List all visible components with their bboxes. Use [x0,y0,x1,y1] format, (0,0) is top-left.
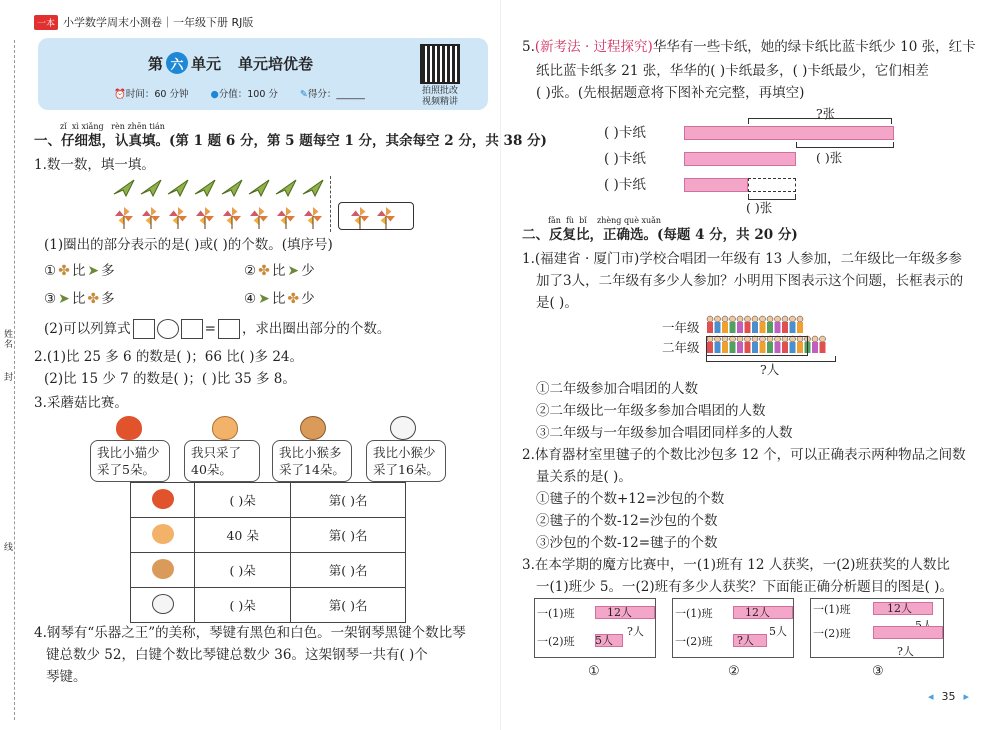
q5-row-label-1: ( )卡纸 [604,125,646,141]
planes-row [112,176,342,200]
q5-bot-note: ( )张 [746,200,773,215]
cat-head-icon [212,416,238,440]
unit-number-badge: 六 [166,52,188,74]
table-row [131,483,406,518]
pinwheel-icon: ✤ [58,263,70,279]
r3-d2-class2: 一(2)班 [675,635,713,648]
rank-cell[interactable]: 第( )名 [291,518,406,553]
r1-option-1[interactable]: ①二年级参加合唱团的人数 [536,381,698,397]
q4-line3: 琴键。 [46,669,87,685]
child-icon [722,316,728,333]
q5-bar-1 [684,126,894,140]
monkey-head-icon [300,416,326,440]
got-info [300,86,365,100]
pinwheel-icon [196,207,214,229]
r3-d3-vq: ?人 [897,645,914,658]
plane-icon: ➤ [258,291,270,307]
r3-d1-v5: 5人 [595,634,613,647]
q5-line2: 纸比蓝卡纸多 21 张，华华的( )卡纸最多，( )卡纸最少，它们相差 [536,63,929,79]
pinwheel-icon: ✤ [258,263,270,279]
q2-line1: 2.(1)比 25 多 6 的数是( )；66 比( )多 24。 [34,349,304,365]
paper-plane-icon [195,180,215,196]
operator-circle[interactable] [157,319,179,339]
r2-line1: 2.体育器材室里毽子的个数比沙包多 12 个，可以正确表示两种物品之间数 [522,447,966,463]
q5-text1: 华华有一些卡纸，她的绿卡纸比蓝卡纸少 10 张，红卡 [652,39,976,55]
q5-line1 [522,36,976,58]
child-icon [820,336,826,353]
panda-speech: 我比小猴少采了16朵。 [366,440,446,482]
child-icon [760,316,766,333]
sec2-pinyin: fǎn fù bǐ zhèng què xuǎn [548,216,662,225]
count-cell[interactable]: ( )朵 [195,483,291,518]
q5-bar-3 [684,178,748,192]
count-cell[interactable]: ( )朵 [195,588,291,623]
next-arrow-icon[interactable]: ▸ [963,690,970,703]
margin-label-seal: 封 [4,373,14,383]
r3-d3-class1: 一(1)班 [813,603,851,616]
table-row [131,518,406,553]
pinwheel-icon [304,207,322,229]
q5-mid-brace [796,142,894,148]
r1-line3: 是( )。 [536,295,578,311]
score-text: 分值：100 分 [218,89,278,100]
r3-d1-class2: 一(2)班 [537,635,575,648]
q4-line1: 4.钢琴有“乐器之王”的美称，琴键有黑色和白色。一架钢琴黑键个数比琴 [34,625,466,641]
series-header [34,14,253,30]
qr-caption-2: 视频精讲 [421,97,458,107]
q5-mid-note: ( )张 [816,150,843,165]
opt3-more: 多 [101,291,115,307]
pinwheel-icon [142,207,160,229]
r1-line2: 加了3人，二年级有多少人参加？小明用下图表示这个问题，长框表示的 [536,273,964,289]
r3-num-2: ② [728,664,740,679]
monkey-speech: 我比小猴多采了14朵。 [272,440,352,482]
q5-row-label-2: ( )卡纸 [604,151,646,167]
r2-option-3[interactable]: ③沙包的个数-12=毽子的个数 [536,535,718,551]
q1-option-2 [244,260,315,282]
opt4-less: 少 [301,291,315,307]
answer-box-2[interactable] [181,319,203,339]
r1-option-3[interactable]: ③二年级与一年级参加合唱团同样多的人数 [536,425,793,441]
rank-cell[interactable]: 第( )名 [291,553,406,588]
opt4-num: ④ [244,291,257,307]
binding-line [14,40,15,720]
sec1-pinyin: zǐ xì xiǎng rèn zhēn tián [60,122,165,131]
pinwheel-icon [223,207,241,229]
paper-plane-icon [168,180,188,196]
panda-head-icon [152,594,174,614]
r3-diagram-3[interactable] [810,598,944,658]
plane-icon: ➤ [58,291,70,307]
opt2-than: 比 [271,263,286,279]
child-icon [707,316,713,333]
qr-code[interactable] [420,44,460,84]
r1-long-box [706,336,808,356]
r1-label-grade2: 二年级 [662,340,700,355]
q5-dashed-extension [748,178,796,192]
r3-num-3: ③ [872,664,884,679]
fox-cell [131,483,195,518]
monkey-head-icon [152,559,174,579]
plane-icon: ➤ [287,263,300,279]
fox-head-icon [116,416,142,440]
margin-label-name: 姓名 [4,330,14,350]
q1-option-1 [44,260,115,282]
mushroom-table [130,482,406,623]
child-icon [790,316,796,333]
child-icon [737,316,743,333]
sec1-title: 一、仔细想，认真填。(第 1 题 6 分，第 5 题每空 1 分，其余每空 2 分，共 38 分) [34,133,547,149]
r2-line2: 量关系的是( )。 [536,469,632,485]
qr-caption [416,86,464,108]
margin-label-line: 线 [4,543,14,553]
q1-part1: (1)圈出的部分表示的是( )或( )的个数。(填序号) [44,237,333,253]
r3-d1-class1: 一(1)班 [537,607,575,620]
opt2-num: ② [244,263,257,279]
r1-qmark: ?人 [760,362,780,377]
fox-head-icon [152,489,174,509]
sec2-title: 二、反复比，正确选。(每题 4 分，共 20 分) [522,227,798,243]
q5-num: 5. [522,39,535,55]
unit-banner [38,38,488,110]
time-text: 时间：60 分钟 [125,89,189,100]
page-num-text: 35 [941,690,956,703]
r3-d2-v12: 12人 [745,606,770,619]
paper-plane-icon [114,180,134,196]
unit-title-post: 单元 [191,54,222,73]
pencil-icon: ✎ [299,89,308,100]
q1-stem: 1.数一数，填一填。 [34,157,155,173]
rank-cell[interactable]: 第( )名 [291,588,406,623]
rank-cell[interactable]: 第( )名 [291,483,406,518]
opt1-than: 比 [71,263,86,279]
opt2-less: 少 [301,263,315,279]
child-icon [767,316,773,333]
paper-plane-icon [141,180,161,196]
r2-option-1[interactable]: ①毽子的个数+12=沙包的个数 [536,491,725,507]
q5-line3: ( )张。(先根据题意将下图补充完整，再填空) [536,85,805,101]
child-icon [730,316,736,333]
time-info [114,86,188,100]
q1-part2 [44,318,390,340]
panda-cell [131,588,195,623]
paper-plane-icon [222,180,242,196]
opt3-num: ③ [44,291,57,307]
opt1-num: ① [44,263,57,279]
page-number [928,690,969,703]
r3-d1-vq: ?人 [627,625,644,638]
q5-tag: (新考法 · 过程探究) [534,39,653,55]
panda-head-icon [390,416,416,440]
pinwheel-icon [277,207,295,229]
r3-d1-v12: 12人 [607,606,632,619]
count-cell[interactable]: ( )朵 [195,553,291,588]
paper-plane-icon [303,180,323,196]
r3-d3-class2: 一(2)班 [813,627,851,640]
q5-top-note: ?张 [816,106,836,121]
child-icon [782,316,788,333]
p2-suffix: ，求出圈出部分的个数。 [241,321,391,337]
opt4-than: 比 [271,291,286,307]
answer-box-1[interactable] [133,319,155,339]
table-row [131,588,406,623]
p2-equals: = [204,321,216,337]
q4-line2: 键总数少 52，白键个数比琴键总数少 36。这架钢琴一共有( )个 [46,647,428,663]
cat-cell [131,518,195,553]
monkey-cell [131,553,195,588]
q5-row-label-3: ( )卡纸 [604,177,646,193]
got-text: 得分：______ [307,89,365,100]
r3-diagram-1[interactable] [534,598,656,658]
child-icon [745,316,751,333]
p2-prefix: (2)可以列算式 [44,321,131,337]
q5-bar-2 [684,152,796,166]
q1-option-4 [244,288,315,310]
brand-badge: 一本 [34,15,58,30]
pinwheel-icon: ✤ [287,291,300,307]
answer-box-3[interactable] [218,319,240,339]
pinwheel-icon [115,207,133,229]
prev-arrow-icon[interactable]: ◂ [928,690,934,703]
pinwheel-icon [169,207,187,229]
q5-top-brace [748,118,892,124]
score-info [210,86,277,100]
table-row [131,553,406,588]
clock-icon: ⏰ [114,89,126,100]
q2-line2: (2)比 15 少 7 的数是( )；( )比 35 多 8。 [44,371,296,387]
r3-line2: 一(1)班少 5。一(2)班有多少人获奖？下面能正确分析题目的图是( )。 [536,579,953,595]
count-cell: 40 朵 [195,518,291,553]
r3-d2-v5: 5人 [769,625,787,638]
r3-d2-vq: ?人 [737,634,754,647]
r1-option-2[interactable]: ②二年级比一年级多参加合唱团的人数 [536,403,766,419]
fox-speech: 我比小猫少采了5朵。 [90,440,170,482]
r3-num-1: ① [588,664,600,679]
child-icon [715,316,721,333]
opt1-more: 多 [101,263,115,279]
child-icon [775,316,781,333]
pinwheel-icon [250,207,268,229]
r3-line1: 3.在本学期的魔方比赛中，一(1)班有 12 人获奖，一(2)班获奖的人数比 [522,557,950,573]
r1-line1: 1.(福建省 · 厦门市)学校合唱团一年级有 13 人参加，二年级比一年级多参 [522,251,963,267]
r3-d3-bar2 [873,626,943,639]
child-icon [812,336,818,353]
r3-d2-class1: 一(1)班 [675,607,713,620]
pinwheel-icon: ✤ [87,291,100,307]
child-icon [797,316,803,333]
child-icon [752,316,758,333]
banner-meta [114,86,365,100]
r1-label-grade1: 一年级 [662,320,700,335]
cat-speech: 我只采了40朵。 [184,440,260,482]
unit-subtitle: 单元培优卷 [238,54,314,73]
r3-d3-v12: 12人 [887,602,912,615]
paper-plane-icon [249,180,269,196]
cat-head-icon [152,524,174,544]
unit-title [148,52,313,74]
opt3-than: 比 [71,291,86,307]
grade1-children [706,314,836,336]
r3-diagram-2[interactable] [672,598,794,658]
qr-caption-1: 拍照批改 [421,86,458,96]
circled-group [338,202,414,230]
r2-option-2[interactable]: ②毽子的个数-12=沙包的个数 [536,513,718,529]
unit-title-pre: 第 [148,54,164,73]
medal-icon: ● [210,89,219,100]
page-divider [500,0,501,730]
q3-stem: 3.采蘑菇比赛。 [34,395,128,411]
paper-plane-icon [276,180,296,196]
plane-icon: ➤ [87,263,100,279]
q1-option-3 [44,288,115,310]
series-title: 小学数学周末小测卷｜一年级下册 RJ版 [63,16,254,29]
